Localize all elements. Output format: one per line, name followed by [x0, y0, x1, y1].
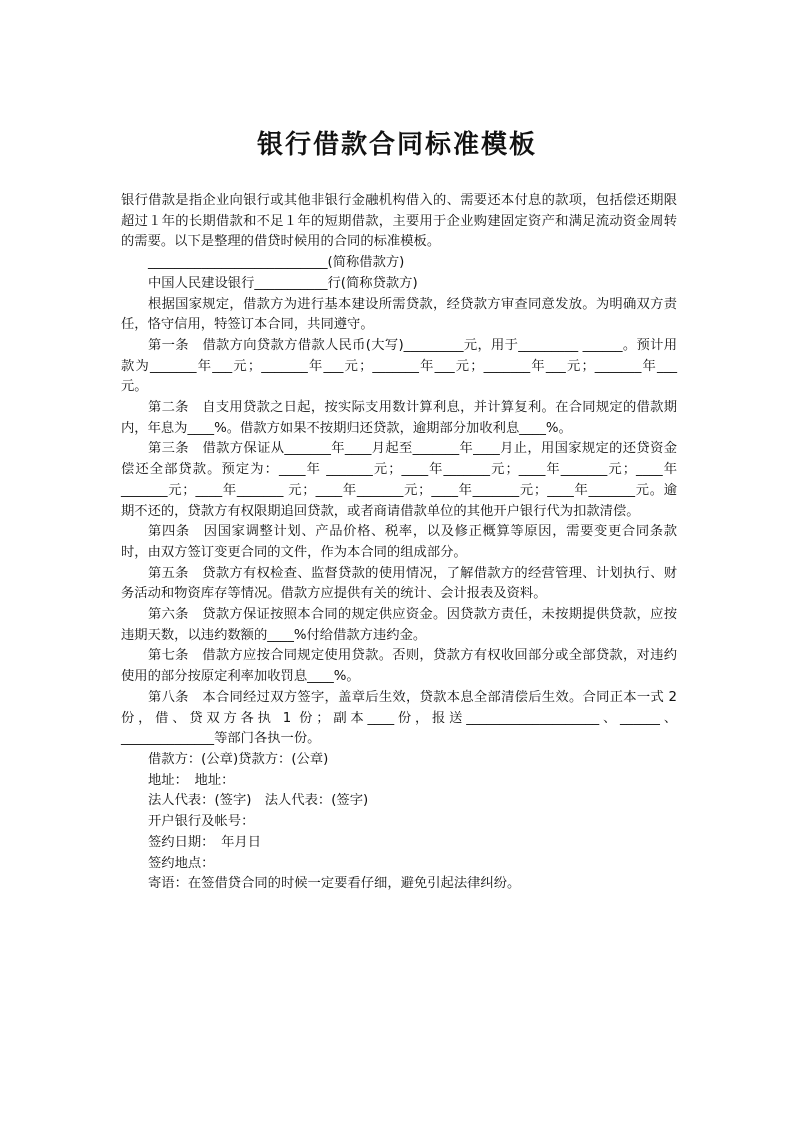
article-3: 第三条 借款方保证从_______年____月起至_______年____月止，用国家规定的还贷资金偿还全部贷款。预定为：____年 _______元；____年_______元；____年_______元；____年_______元；____年_______ 元；____年_______元；____年_______元；____年_______元。逾期不还的，贷款方有权限期追回贷款，或者商请借款单位的其他开户银行代为扣款清偿。	[121, 441, 677, 519]
intro-paragraph: 银行借款是指企业向银行或其他非银行金融机构借入的、需要还本付息的款项，包括偿还期限超过１年的长期借款和不足１年的短期借款，主要用于企业购建固定资产和满足流动资金周转的需要。以下是整理的借贷时候用的合同的标准模板。	[121, 193, 677, 250]
party-lender-line: 中国人民建设银行___________行(简称贷款方)	[148, 275, 418, 291]
document-body	[121, 191, 677, 895]
article-6: 第六条 贷款方保证按照本合同的规定供应资金。因贷款方责任，未按期提供贷款，应按违期天数，以违约数额的____%付给借款方违约金。	[121, 607, 677, 643]
article-7: 第七条 借款方应按合同规定使用贷款。否则，贷款方有权收回部分或全部贷款，对违约使用的部分按原定利率加收罚息____%。	[121, 648, 677, 685]
signature-place: 签约地点：	[148, 855, 215, 871]
signature-legal-rep: 法人代表：(签字) 法人代表：(签字)	[148, 793, 369, 809]
signature-address: 地址： 地址：	[148, 772, 235, 788]
article-4: 第四条 因国家调整计划、产品价格、税率，以及修正概算等原因，需要变更合同条款时，由双方签订变更合同的文件，作为本合同的组成部分。	[121, 524, 677, 560]
document-title: 银行借款合同标准模板	[256, 130, 537, 160]
article-1: 第一条 借款方向贷款方借款人民币(大写)_________元，用于_________ ______。预计用款为_______年___元；_______年___元；_______年___元；_______年___元；_______年___元。	[121, 337, 677, 395]
article-8: 第八条 本合同经过双方签字，盖章后生效，贷款本息全部清偿后生效。合同正本一式 2 份，借、贷双方各执 1 份；副本____份，报送____________________、______、______________等部门各执一份。	[121, 689, 677, 747]
preamble-paragraph: 根据国家规定，借款方为进行基本建设所需贷款，经贷款方审查同意发放。为明确双方责任，恪守信用，特签订本合同，共同遵守。	[121, 296, 677, 333]
article-5: 第五条 贷款方有权检查、监督贷款的使用情况，了解借款方的经营管理、计划执行、财务活动和物资库存等情况。借款方应提供有关的统计、会计报表及资料。	[121, 565, 677, 602]
closing-note: 寄语：在签借贷合同的时候一定要看仔细，避免引起法律纠纷。	[148, 876, 521, 892]
party-borrower-line: ___________________________(简称借款方)	[148, 255, 405, 271]
article-2: 第二条 自支用贷款之日起，按实际支用数计算利息，并计算复利。在合同规定的借款期内，年息为____%。借款方如果不按期归还贷款，逾期部分加收利息____%。	[121, 400, 677, 436]
signature-parties: 借款方：(公章)贷款方：(公章)	[148, 751, 329, 767]
signature-date: 签约日期： 年月日	[148, 834, 262, 850]
signature-bank-account: 开户银行及帐号：	[148, 814, 255, 830]
